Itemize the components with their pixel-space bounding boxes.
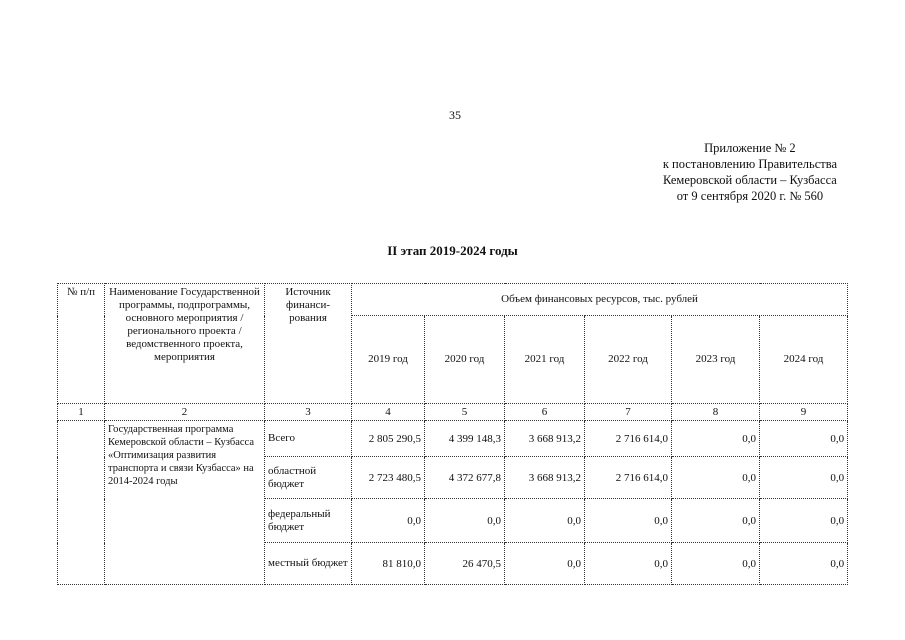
source-cell: местный бюджет	[265, 543, 352, 585]
value-cell: 0,0	[760, 457, 848, 499]
header-year: 2023 год	[672, 316, 760, 404]
value-cell: 0,0	[505, 543, 585, 585]
value-cell: 0,0	[760, 499, 848, 543]
value-cell: 2 716 614,0	[585, 421, 672, 457]
value-cell: 0,0	[672, 421, 760, 457]
value-cell: 26 470,5	[425, 543, 505, 585]
value-cell: 0,0	[505, 499, 585, 543]
header-year: 2024 год	[760, 316, 848, 404]
appendix-line: к постановлению Правительства	[662, 157, 837, 171]
header-source: Источник финанси-рования	[265, 284, 352, 404]
column-number: 1	[58, 404, 105, 421]
header-volume: Объем финансовых ресурсов, тыс. рублей	[352, 284, 848, 316]
appendix-line: Кемеровской области – Кузбасса	[663, 173, 837, 187]
value-cell: 2 716 614,0	[585, 457, 672, 499]
source-cell: Всего	[265, 421, 352, 457]
value-cell: 0,0	[760, 543, 848, 585]
value-cell: 0,0	[672, 499, 760, 543]
header-year: 2022 год	[585, 316, 672, 404]
value-cell: 0,0	[425, 499, 505, 543]
column-number: 6	[505, 404, 585, 421]
row-number-cell	[58, 421, 105, 585]
value-cell: 0,0	[585, 543, 672, 585]
page-number: 35	[449, 108, 461, 122]
column-number: 8	[672, 404, 760, 421]
table-row	[58, 421, 848, 457]
header-year: 2021 год	[505, 316, 585, 404]
column-number-row	[58, 404, 848, 421]
program-name-cell: Государственная программа Кемеровской области – Кузбасса «Оптимизация развития транспорта и связи Кузбасса» на 2014-2024 годы	[105, 421, 265, 585]
value-cell: 0,0	[672, 457, 760, 499]
header-year: 2020 год	[425, 316, 505, 404]
column-number: 5	[425, 404, 505, 421]
value-cell: 2 805 290,5	[352, 421, 425, 457]
column-number: 9	[760, 404, 848, 421]
appendix-line: от 9 сентября 2020 г. № 560	[676, 189, 824, 203]
stage-title: II этап 2019-2024 годы	[387, 243, 518, 258]
value-cell: 3 668 913,2	[505, 457, 585, 499]
column-number: 3	[265, 404, 352, 421]
header-num: № п/п	[58, 284, 105, 404]
value-cell: 4 399 148,3	[425, 421, 505, 457]
source-cell: областной бюджет	[265, 457, 352, 499]
value-cell: 3 668 913,2	[505, 421, 585, 457]
value-cell: 0,0	[760, 421, 848, 457]
column-number: 7	[585, 404, 672, 421]
value-cell: 0,0	[672, 543, 760, 585]
source-cell: федеральный бюджет	[265, 499, 352, 543]
value-cell: 4 372 677,8	[425, 457, 505, 499]
header-name: Наименование Государственной программы, подпрограммы, основного мероприятия / регионального проекта / ведомственного проекта, мероприятия	[105, 284, 265, 404]
value-cell: 81 810,0	[352, 543, 425, 585]
column-number: 4	[352, 404, 425, 421]
value-cell: 0,0	[352, 499, 425, 543]
appendix-block	[663, 140, 837, 204]
value-cell: 2 723 480,5	[352, 457, 425, 499]
value-cell: 0,0	[585, 499, 672, 543]
appendix-line: Приложение № 2	[704, 141, 796, 155]
column-number: 2	[105, 404, 265, 421]
financing-table	[57, 283, 848, 585]
header-year: 2019 год	[352, 316, 425, 404]
